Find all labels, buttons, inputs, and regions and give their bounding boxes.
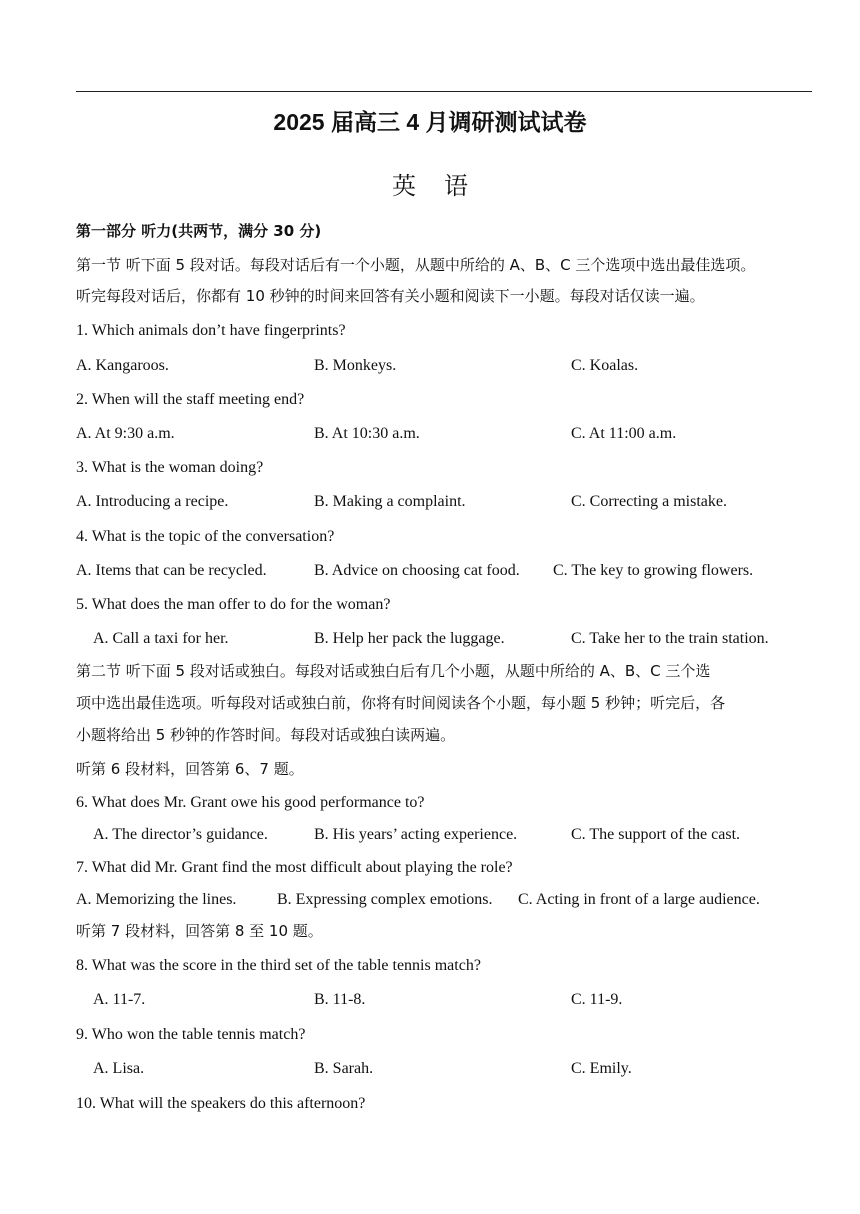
q7-option-a: A. Memorizing the lines. [76, 891, 237, 908]
subject-title: 英语 [392, 172, 496, 200]
top-rule [76, 91, 812, 92]
q1-option-a: A. Kangaroos. [76, 357, 169, 374]
part1-heading: 第一部分 听力(共两节，满分 30 分) [76, 222, 322, 240]
section2-instructions-line1: 第二节 听下面 5 段对话或独白。每段对话或独白后有几个小题，从题中所给的 A、B、C 三个选 [76, 662, 711, 680]
q2-option-a: A. At 9:30 a.m. [76, 425, 175, 442]
q3-option-a: A. Introducing a recipe. [76, 493, 229, 510]
q9-option-b: B. Sarah. [314, 1060, 374, 1077]
q4-option-c: C. The key to growing flowers. [553, 562, 754, 579]
q3-option-b: B. Making a complaint. [314, 493, 466, 510]
q6-option-c: C. The support of the cast. [571, 826, 741, 843]
section1-instructions-line1: 第一节 听下面 5 段对话。每段对话后有一个小题，从题中所给的 A、B、C 三个选项中选出最佳选项。 [76, 256, 756, 274]
q6-option-b: B. His years’ acting experience. [314, 826, 518, 843]
q8-option-b: B. 11-8. [314, 991, 366, 1008]
q9-option-a: A. Lisa. [93, 1060, 145, 1077]
q8-option-c: C. 11-9. [571, 991, 623, 1008]
q7-option-c: C. Acting in front of a large audience. [518, 891, 760, 908]
material-6-note: 听第 6 段材料，回答第 6、7 题。 [76, 760, 304, 778]
question-3: 3. What is the woman doing? [76, 459, 264, 476]
page-title: 2025 届高三 4 月调研测试试卷 [273, 109, 587, 135]
section2-instructions-line3: 小题将给出 5 秒钟的作答时间。每段对话或独白读两遍。 [76, 726, 456, 744]
q9-option-c: C. Emily. [571, 1060, 632, 1077]
question-8: 8. What was the score in the third set of the table tennis match? [76, 957, 481, 974]
q4-option-a: A. Items that can be recycled. [76, 562, 267, 579]
q1-option-b: B. Monkeys. [314, 357, 397, 374]
material-7-note: 听第 7 段材料，回答第 8 至 10 题。 [76, 922, 323, 940]
section1-instructions-line2: 听完每段对话后，你都有 10 秒钟的时间来回答有关小题和阅读下一小题。每段对话仅读一遍。 [76, 287, 705, 305]
q5-option-c: C. Take her to the train station. [571, 630, 769, 647]
q2-option-c: C. At 11:00 a.m. [571, 425, 677, 442]
section2-instructions-line2: 项中选出最佳选项。听每段对话或独白前，你将有时间阅读各个小题，每小题 5 秒钟；听完后，各 [76, 694, 726, 712]
q8-option-a: A. 11-7. [93, 991, 146, 1008]
q3-option-c: C. Correcting a mistake. [571, 493, 727, 510]
question-5: 5. What does the man offer to do for the woman? [76, 596, 391, 613]
question-6: 6. What does Mr. Grant owe his good performance to? [76, 794, 425, 811]
q2-option-b: B. At 10:30 a.m. [314, 425, 420, 442]
question-4: 4. What is the topic of the conversation? [76, 528, 335, 545]
q1-option-c: C. Koalas. [571, 357, 639, 374]
question-9: 9. Who won the table tennis match? [76, 1026, 306, 1043]
question-10: 10. What will the speakers do this afternoon? [76, 1095, 366, 1112]
question-1: 1. Which animals don’t have fingerprints? [76, 322, 346, 339]
q4-option-b: B. Advice on choosing cat food. [314, 562, 520, 579]
q5-option-b: B. Help her pack the luggage. [314, 630, 505, 647]
q5-option-a: A. Call a taxi for her. [93, 630, 229, 647]
q7-option-b: B. Expressing complex emotions. [277, 891, 493, 908]
q6-option-a: A. The director’s guidance. [93, 826, 268, 843]
question-2: 2. When will the staff meeting end? [76, 391, 305, 408]
question-7: 7. What did Mr. Grant find the most difficult about playing the role? [76, 859, 513, 876]
